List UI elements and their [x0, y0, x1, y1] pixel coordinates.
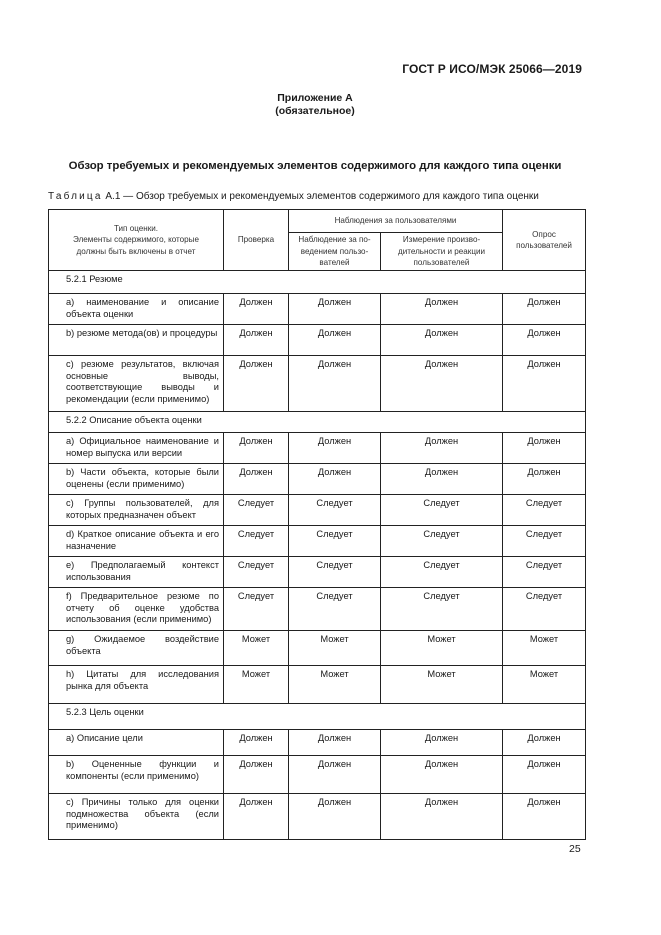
- value-cell: Может: [224, 666, 289, 704]
- caption-text: — Обзор требуемых и рекомендуемых элементов содержимого для каждого типа оценки: [120, 191, 539, 202]
- value-cell: Следует: [224, 526, 289, 557]
- value-cell: Может: [503, 631, 586, 666]
- value-cell: Должен: [289, 433, 381, 464]
- table-row: [49, 495, 586, 526]
- header-type-line: Тип оценки.: [113, 223, 159, 233]
- value-cell: Должен: [503, 464, 586, 495]
- header-survey-line: Опрос: [532, 229, 556, 239]
- value-cell: Должен: [503, 730, 586, 756]
- table-row: [49, 794, 586, 840]
- header-measurement-line: Измерение произво-: [402, 235, 481, 245]
- value-cell: Следует: [503, 588, 586, 631]
- value-cell: Следует: [503, 526, 586, 557]
- section-row: 5.2.1 Резюме: [49, 271, 586, 294]
- value-cell: Должен: [381, 464, 503, 495]
- page-title: Обзор требуемых и рекомендуемых элементов содержимого для каждого типа оценки: [68, 160, 562, 172]
- header-measurement: [381, 233, 503, 271]
- element-cell: а) Описание цели: [49, 730, 224, 756]
- caption-number: А.1: [105, 191, 121, 202]
- header-type-line: должны быть включены в отчет: [76, 246, 196, 256]
- value-cell: Следует: [289, 526, 381, 557]
- header-evaluation-type: [49, 210, 224, 271]
- value-cell: Следует: [381, 495, 503, 526]
- value-cell: Следует: [224, 588, 289, 631]
- value-cell: Должен: [224, 756, 289, 794]
- element-cell: b) резюме метода(ов) и процедуры: [49, 325, 224, 356]
- header-observation: [289, 233, 381, 271]
- value-cell: Может: [503, 666, 586, 704]
- standard-designation: ГОСТ Р ИСО/МЭК 25066—2019: [402, 62, 582, 76]
- value-cell: Должен: [503, 756, 586, 794]
- value-cell: Может: [381, 666, 503, 704]
- value-cell: Должен: [224, 730, 289, 756]
- value-cell: Следует: [224, 495, 289, 526]
- value-cell: Должен: [503, 294, 586, 325]
- value-cell: Должен: [289, 294, 381, 325]
- table-row: [49, 294, 586, 325]
- header-measurement-line: пользователей: [413, 258, 470, 268]
- value-cell: Должен: [381, 294, 503, 325]
- element-cell: c) резюме результатов, включая основные выводы, соответствующие выводы и рекомендации (если применимо): [49, 356, 224, 412]
- value-cell: Должен: [381, 794, 503, 840]
- header-survey-line: пользователей: [516, 241, 572, 250]
- value-cell: Может: [224, 631, 289, 666]
- content-elements-table: [48, 209, 586, 840]
- table-row: [49, 526, 586, 557]
- element-cell: b) Части объекта, которые были оценены (если применимо): [49, 464, 224, 495]
- value-cell: Может: [381, 631, 503, 666]
- value-cell: Должен: [381, 356, 503, 412]
- page-number: 25: [569, 843, 581, 855]
- value-cell: Должен: [224, 356, 289, 412]
- element-cell: f) Предварительное резюме по отчету об оценке удобства использования (если применимо): [49, 588, 224, 631]
- element-cell: а) Официальное наименование и номер выпуска или версии: [49, 433, 224, 464]
- value-cell: Должен: [289, 756, 381, 794]
- element-cell: c) Причины только для оценки подмножества объекта (если применимо): [49, 794, 224, 840]
- table-row: [49, 325, 586, 356]
- value-cell: Может: [289, 666, 381, 704]
- value-cell: Должен: [289, 356, 381, 412]
- header-type-line: Элементы содержимого, которые: [73, 235, 199, 245]
- value-cell: Следует: [381, 588, 503, 631]
- value-cell: Должен: [224, 433, 289, 464]
- element-cell: а) наименование и описание объекта оценки: [49, 294, 224, 325]
- annex-heading: [0, 92, 630, 118]
- value-cell: Должен: [224, 325, 289, 356]
- annex-title: Приложение А: [277, 92, 353, 104]
- table-row: [49, 557, 586, 588]
- value-cell: Должен: [381, 325, 503, 356]
- value-cell: Следует: [381, 526, 503, 557]
- table-row: [49, 464, 586, 495]
- section-row: 5.2.2 Описание объекта оценки: [49, 412, 586, 433]
- element-cell: d) Краткое описание объекта и его назначение: [49, 526, 224, 557]
- value-cell: Должен: [503, 794, 586, 840]
- element-cell: h) Цитаты для исследования рынка для объекта: [49, 666, 224, 704]
- section-row: 5.2.3 Цель оценки: [49, 704, 586, 730]
- value-cell: Должен: [289, 730, 381, 756]
- value-cell: Должен: [289, 464, 381, 495]
- header-observation-line: вателей: [319, 258, 350, 268]
- table-row: [49, 588, 586, 631]
- annex-status: (обязательное): [275, 105, 355, 117]
- value-cell: Следует: [224, 557, 289, 588]
- value-cell: Следует: [289, 557, 381, 588]
- value-cell: Должен: [503, 433, 586, 464]
- value-cell: Должен: [381, 756, 503, 794]
- table-row: [49, 730, 586, 756]
- value-cell: Должен: [503, 325, 586, 356]
- value-cell: Должен: [224, 464, 289, 495]
- value-cell: Должен: [381, 433, 503, 464]
- element-cell: g) Ожидаемое воздействие объекта: [49, 631, 224, 666]
- header-check: Проверка: [224, 210, 289, 271]
- value-cell: Следует: [289, 588, 381, 631]
- value-cell: Должен: [381, 730, 503, 756]
- table-caption: [48, 191, 539, 202]
- header-observation-line: Наблюдение за по-: [298, 235, 371, 245]
- value-cell: Следует: [503, 495, 586, 526]
- value-cell: Должен: [289, 325, 381, 356]
- element-cell: b) Оцененные функции и компоненты (если применимо): [49, 756, 224, 794]
- table-row: [49, 666, 586, 704]
- header-observation-group: Наблюдения за пользователями: [289, 210, 503, 233]
- element-cell: e) Предполагаемый контекст использования: [49, 557, 224, 588]
- table-row: [49, 631, 586, 666]
- value-cell: Должен: [289, 794, 381, 840]
- table-row: [49, 356, 586, 412]
- caption-label: Таблица: [48, 191, 103, 202]
- table-row: [49, 756, 586, 794]
- header-measurement-line: дительности и реакции: [397, 246, 486, 256]
- value-cell: Должен: [503, 356, 586, 412]
- header-observation-line: ведением пользо-: [300, 246, 369, 256]
- value-cell: Следует: [381, 557, 503, 588]
- value-cell: Может: [289, 631, 381, 666]
- value-cell: Должен: [224, 294, 289, 325]
- value-cell: Следует: [289, 495, 381, 526]
- value-cell: Должен: [224, 794, 289, 840]
- element-cell: c) Группы пользователей, для которых предназначен объект: [49, 495, 224, 526]
- table-row: [49, 433, 586, 464]
- header-survey: [503, 210, 586, 271]
- value-cell: Следует: [503, 557, 586, 588]
